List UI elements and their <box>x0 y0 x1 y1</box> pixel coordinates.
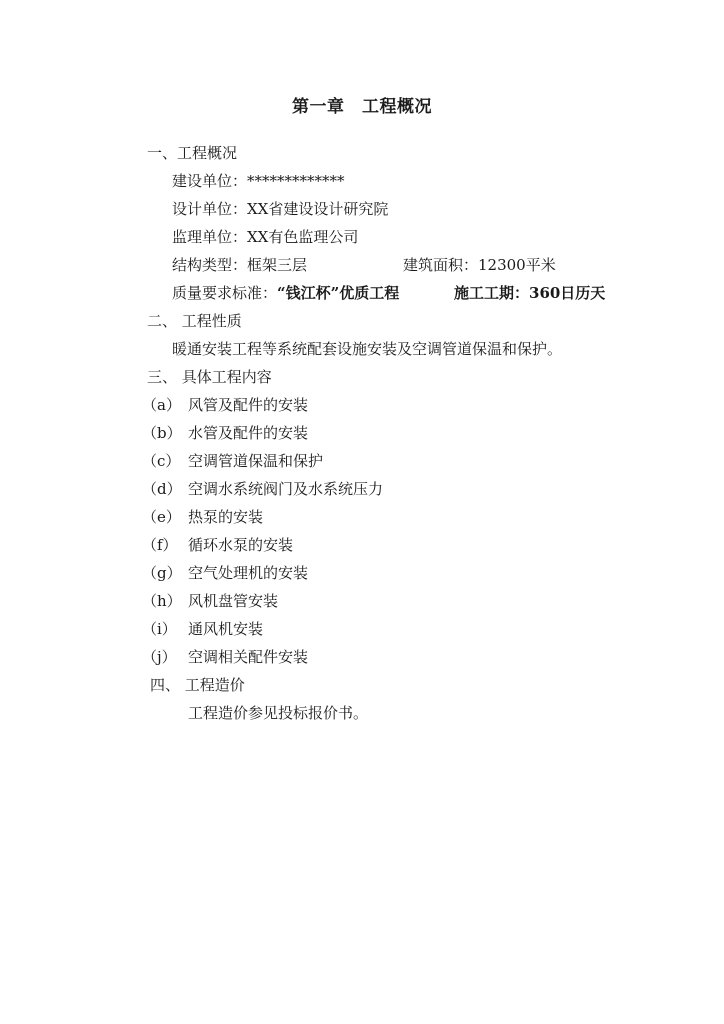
list-text: 风管及配件的安装 <box>188 396 309 414</box>
list-item <box>142 563 308 583</box>
list-item <box>142 647 308 667</box>
designer-line: 设计单位：XX省建设设计研究院 <box>172 200 389 218</box>
section4-heading: 四、 工程造价 <box>150 676 245 694</box>
section2-heading: 二、 工程性质 <box>147 312 242 330</box>
section4-body: 工程造价参见投标报价书。 <box>188 704 369 722</box>
section1-heading: 一、工程概况 <box>147 144 238 162</box>
list-marker: （j） <box>142 648 177 666</box>
list-text: 循环水泵的安装 <box>188 536 294 554</box>
list-marker: （g） <box>142 564 182 582</box>
list-item <box>142 395 308 415</box>
section2-body: 暖通安装工程等系统配套设施安装及空调管道保温和保护。 <box>172 340 563 358</box>
list-text: 风机盘管安装 <box>188 592 279 610</box>
quality-label: 质量要求标准： <box>172 284 278 302</box>
list-marker: （b） <box>142 424 182 442</box>
list-text: 热泵的安装 <box>188 508 264 526</box>
list-marker: （h） <box>142 592 182 610</box>
area-line: 建筑面积：12300平米 <box>403 256 556 274</box>
list-item <box>142 591 278 611</box>
list-text: 空气处理机的安装 <box>188 564 309 582</box>
list-text: 通风机安装 <box>188 620 264 638</box>
list-text: 空调水系统阀门及水系统压力 <box>188 480 384 498</box>
list-text: 空调管道保温和保护 <box>188 452 324 470</box>
chapter-title: 第一章 工程概况 <box>292 97 432 117</box>
list-item <box>142 619 263 639</box>
section3-heading: 三、 具体工程内容 <box>147 368 272 386</box>
list-marker: （d） <box>142 480 182 498</box>
list-marker: （c） <box>142 452 181 470</box>
supervisor-line: 监理单位：XX有色监理公司 <box>172 228 359 246</box>
structure-line: 结构类型：框架三层 <box>172 256 308 274</box>
list-marker: （f） <box>142 536 178 554</box>
list-item <box>142 479 383 499</box>
list-item <box>142 423 308 443</box>
list-item <box>142 451 323 471</box>
list-marker: （e） <box>142 508 181 526</box>
list-item <box>142 535 293 555</box>
quality-value: “钱江杯”优质工程 <box>277 284 400 302</box>
list-text: 水管及配件的安装 <box>188 424 309 442</box>
quality-line <box>172 283 399 303</box>
list-marker: （i） <box>142 620 177 638</box>
period-line: 施工工期：360日历天 <box>454 284 606 302</box>
list-marker: （a） <box>142 396 181 414</box>
list-text: 空调相关配件安装 <box>188 648 309 666</box>
owner-line: 建设单位：************* <box>172 172 345 190</box>
list-item <box>142 507 263 527</box>
